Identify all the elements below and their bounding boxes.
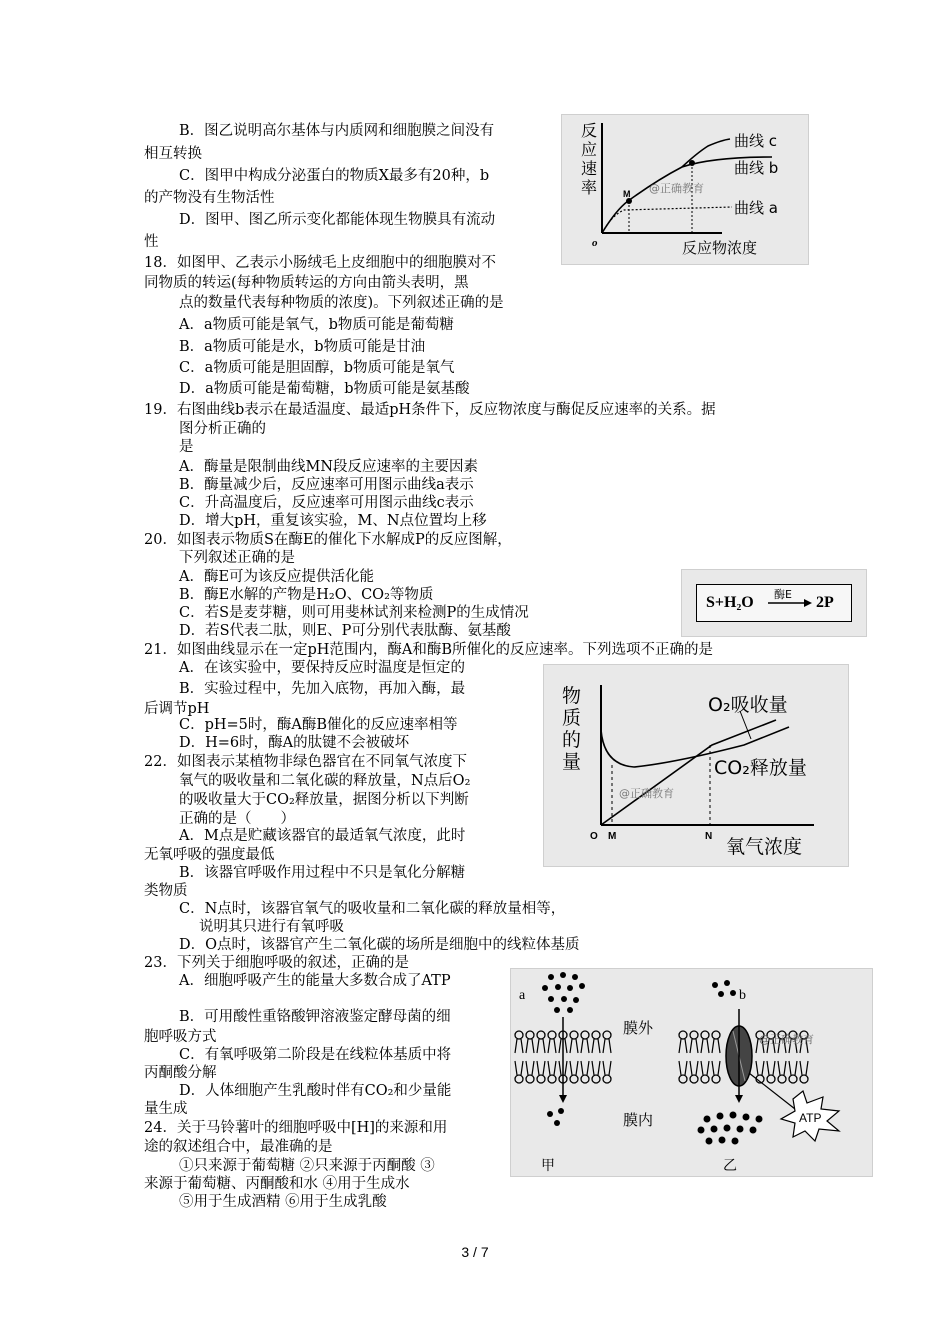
question-23: 23．下列关于细胞呼吸的叙述，正确的是 (144, 955, 409, 971)
outside-label: 膜外 (623, 1019, 654, 1037)
molecules-b-inside (698, 1112, 763, 1145)
lipid-head (679, 1075, 687, 1083)
x-axis-label: 反应物浓度 (682, 239, 758, 257)
lipid-tail (756, 1061, 764, 1075)
curve-c-label: 曲线 c (734, 132, 778, 150)
lipid-tail (548, 1061, 556, 1075)
option-a: A．a物质可能是氧气，b物质可能是葡萄糖 (179, 317, 454, 333)
point-m-label: M (608, 831, 617, 842)
option-d: D．增大pH，重复该实验，M、N点位置均上移 (179, 513, 487, 529)
lipid-head (592, 1031, 600, 1039)
lipid-tail (690, 1061, 698, 1075)
lipid-head (701, 1031, 709, 1039)
text-line: 是 (179, 439, 194, 455)
text-line: ⑤用于生成酒精 ⑥用于生成乳酸 (179, 1194, 387, 1210)
watermark: @正确教育 (619, 787, 674, 800)
lipid-tail (581, 1039, 589, 1053)
option-b: B．可用酸性重铬酸钾溶液鉴定酵母菌的细 (179, 1009, 451, 1025)
page-number: 3 / 7 (461, 1244, 489, 1260)
question-22: 22．如图表示某植物非绿色器官在不同氧气浓度下 (144, 754, 467, 770)
lipid-head (778, 1075, 786, 1083)
option-c: C．N点时，该器官氧气的吸收量和二氧化碳的释放量相等， (179, 901, 566, 917)
molecules-a-outside (542, 972, 585, 1013)
inside-label: 膜内 (623, 1111, 654, 1129)
text-line: 丙酮酸分解 (144, 1065, 217, 1081)
text-line: 图分析正确的 (179, 421, 266, 437)
origin-label: o (592, 237, 598, 249)
lipid-tail (701, 1039, 709, 1053)
text-line: 量生成 (144, 1101, 188, 1117)
lipid-tail (526, 1061, 534, 1075)
text-line: D．图甲、图乙所示变化都能体现生物膜具有流动 (179, 212, 496, 228)
watermark: @正确教育 (759, 1033, 814, 1046)
lipid-tail (537, 1039, 545, 1053)
y-axis-label: 反应速率 (581, 121, 598, 197)
lipid-tail (712, 1039, 720, 1053)
option-c: C．a物质可能是胆固醇，b物质可能是氧气 (179, 360, 455, 376)
lipid-head (767, 1075, 775, 1083)
membrane-diagram (511, 969, 872, 1176)
lipid-tail (537, 1061, 545, 1075)
lipid-tail (603, 1039, 611, 1053)
text-line: ①只来源于葡萄糖 ②只来源于丙酮酸 ③ (179, 1158, 435, 1174)
text-line: 的产物没有生物活性 (144, 190, 275, 206)
lipid-head (789, 1075, 797, 1083)
equation-product: 2P (816, 594, 834, 611)
figure-respiration (543, 664, 849, 867)
lipid-tail (789, 1061, 797, 1075)
lipid-head (581, 1075, 589, 1083)
curve-a (602, 207, 732, 233)
question-18: 18．如图甲、乙表示小肠绒毛上皮细胞中的细胞膜对不 (144, 255, 496, 271)
figure-enzyme-rate (561, 114, 809, 265)
lipid-tail (679, 1039, 687, 1053)
option-c: C．有氧呼吸第二阶段是在线粒体基质中将 (179, 1047, 452, 1063)
option-c: C．pH=5时，酶A酶B催化的反应速率相等 (179, 717, 458, 733)
lipid-head (690, 1031, 698, 1039)
caption-right: 乙 (723, 1158, 737, 1174)
text-line: 说明其只进行有氧呼吸 (199, 919, 344, 935)
option-a: A．酶E可为该反应提供活化能 (179, 569, 375, 585)
option-a: A．酶量是限制曲线MN段反应速率的主要因素 (179, 459, 479, 475)
lipid-head (570, 1031, 578, 1039)
option-b: B．酶E水解的产物是H₂O、CO₂等物质 (179, 587, 434, 603)
option-d: D．a物质可能是葡萄糖，b物质可能是氨基酸 (179, 381, 470, 397)
option-c: C．升高温度后，反应速率可用图示曲线c表示 (179, 495, 474, 511)
option-a: A．M点是贮藏该器官的最适氧气浓度，此时 (179, 828, 466, 844)
lipid-head (537, 1031, 545, 1039)
figure-membrane-transport (510, 968, 873, 1177)
option-a: A．在该实验中，要保持反应时温度是恒定的 (179, 660, 465, 676)
lipid-head (526, 1031, 534, 1039)
curve-b-label: 曲线 b (734, 159, 779, 177)
text-line: 后调节pH (144, 701, 210, 717)
text-line: 无氧呼吸的强度最低 (144, 847, 275, 863)
text-line: B．图乙说明高尔基体与内质网和细胞膜之间没有 (179, 123, 495, 139)
text-line: 的吸收量大于CO₂释放量，据图分析以下判断 (179, 792, 469, 808)
lipid-tail (570, 1039, 578, 1053)
option-a: A．细胞呼吸产生的能量大多数合成了ATP (179, 973, 451, 989)
lipid-head (712, 1075, 720, 1083)
lipid-head (515, 1031, 523, 1039)
option-d: D．若S代表二肽，则E、P可分别代表肽酶、氨基酸 (179, 623, 511, 639)
arrow-b-head (735, 1095, 743, 1103)
lipid-head (515, 1075, 523, 1083)
lipid-head (603, 1031, 611, 1039)
lipid-tail (515, 1039, 523, 1053)
point-n-label: N (705, 831, 713, 842)
text-line: 正确的是（ ） (179, 811, 295, 827)
lipid-tail (526, 1039, 534, 1053)
text-line: 下列叙述正确的是 (179, 550, 295, 566)
option-d: D．人体细胞产生乳酸时伴有CO₂和少量能 (179, 1083, 452, 1099)
question-19: 19．右图曲线b表示在最适温度、最适pH条件下，反应物浓度与酶促反应速率的关系。据 (144, 402, 716, 418)
lipid-head (548, 1075, 556, 1083)
equation-reactants: S+H₂O (706, 594, 754, 611)
text-line: 氧气的吸收量和二氧化碳的释放量，N点后O₂ (179, 773, 471, 789)
lipid-head (701, 1075, 709, 1083)
atp-label: ATP (799, 1111, 822, 1125)
lipid-tail (592, 1039, 600, 1053)
reaction-arrow-head (804, 599, 812, 607)
x-axis-label: 氧气浓度 (726, 836, 803, 858)
lipid-tail (581, 1061, 589, 1075)
lipid-tail (701, 1061, 709, 1075)
lipid-tail (712, 1061, 720, 1075)
text-line: 来源于葡萄糖、丙酮酸和水 ④用于生成水 (144, 1176, 410, 1192)
option-d: D．H=6时，酶A的肽键不会被破坏 (179, 735, 410, 751)
lipid-tail (800, 1061, 808, 1075)
y-axis-label: 物质的量 (562, 685, 582, 773)
text-line: 途的叙述组合中，最准确的是 (144, 1139, 333, 1155)
lipid-tail (679, 1061, 687, 1075)
question-20: 20．如图表示物质S在酶E的催化下水解成P的反应图解， (144, 532, 512, 548)
option-c: C．若S是麦芽糖，则可用斐林试剂来检测P的生成情况 (179, 605, 529, 621)
lipid-tail (548, 1039, 556, 1053)
option-b: B．酶量减少后，反应速率可用图示曲线a表示 (179, 477, 474, 493)
lipid-tail (603, 1061, 611, 1075)
text-line: 性 (144, 234, 159, 250)
label-b: b (739, 988, 746, 1003)
lipid-head (548, 1031, 556, 1039)
text-line: C．图甲中构成分泌蛋白的物质X最多有20种，b (179, 168, 490, 184)
option-b: B．a物质可能是水，b物质可能是甘油 (179, 339, 426, 355)
lipid-tail (592, 1061, 600, 1075)
origin-label: O (590, 831, 598, 842)
option-d: D．O点时，该器官产生二氧化碳的场所是细胞中的线粒体基质 (179, 937, 580, 953)
lipid-tail (778, 1061, 786, 1075)
lipid-head (526, 1075, 534, 1083)
question-21: 21．如图曲线显示在一定pH范围内，酶A和酶B所催化的反应速率。下列选项不正确的是 (144, 642, 714, 658)
text-line: 类物质 (144, 883, 188, 899)
lipid-tail (570, 1061, 578, 1075)
lipid-head (537, 1075, 545, 1083)
lipid-head (603, 1075, 611, 1083)
caption-left: 甲 (541, 1158, 555, 1174)
text-line: 胞呼吸方式 (144, 1029, 217, 1045)
lipid-head (581, 1031, 589, 1039)
lipid-head (800, 1075, 808, 1083)
curve-a-label: 曲线 a (734, 199, 778, 217)
atp-link (749, 1073, 795, 1109)
arrow-a-head (559, 1095, 567, 1103)
point-m-label: M (623, 189, 631, 199)
molecules-a-inside (547, 1108, 564, 1126)
option-b: B．该器官呼吸作用过程中不只是氧化分解糖 (179, 865, 466, 881)
o2-label: O₂吸收量 (708, 694, 788, 716)
lipid-head (679, 1031, 687, 1039)
watermark: @正确教育 (649, 182, 704, 195)
figure-enzyme-equation (681, 569, 867, 637)
lipid-head (690, 1075, 698, 1083)
text-line: 相互转换 (144, 146, 202, 162)
lipid-head (712, 1031, 720, 1039)
lipid-head (592, 1075, 600, 1083)
question-24: 24．关于马铃薯叶的细胞呼吸中[H]的来源和用 (144, 1120, 448, 1136)
enzyme-label: 酶E (774, 588, 792, 601)
co2-label: CO₂释放量 (714, 757, 807, 779)
lipid-tail (767, 1061, 775, 1075)
point-n (689, 160, 695, 166)
molecules-b-outside (712, 980, 736, 997)
label-a: a (519, 988, 526, 1003)
text-line: 点的数量代表每种物质的浓度)。下列叙述正确的是 (179, 295, 504, 311)
lipid-tail (690, 1039, 698, 1053)
text-line: 同物质的转运(每种物质转运的方向由箭头表明，黑 (144, 275, 469, 291)
option-b: B．实验过程中，先加入底物，再加入酶，最 (179, 681, 466, 697)
lipid-tail (515, 1061, 523, 1075)
lipid-head (570, 1075, 578, 1083)
